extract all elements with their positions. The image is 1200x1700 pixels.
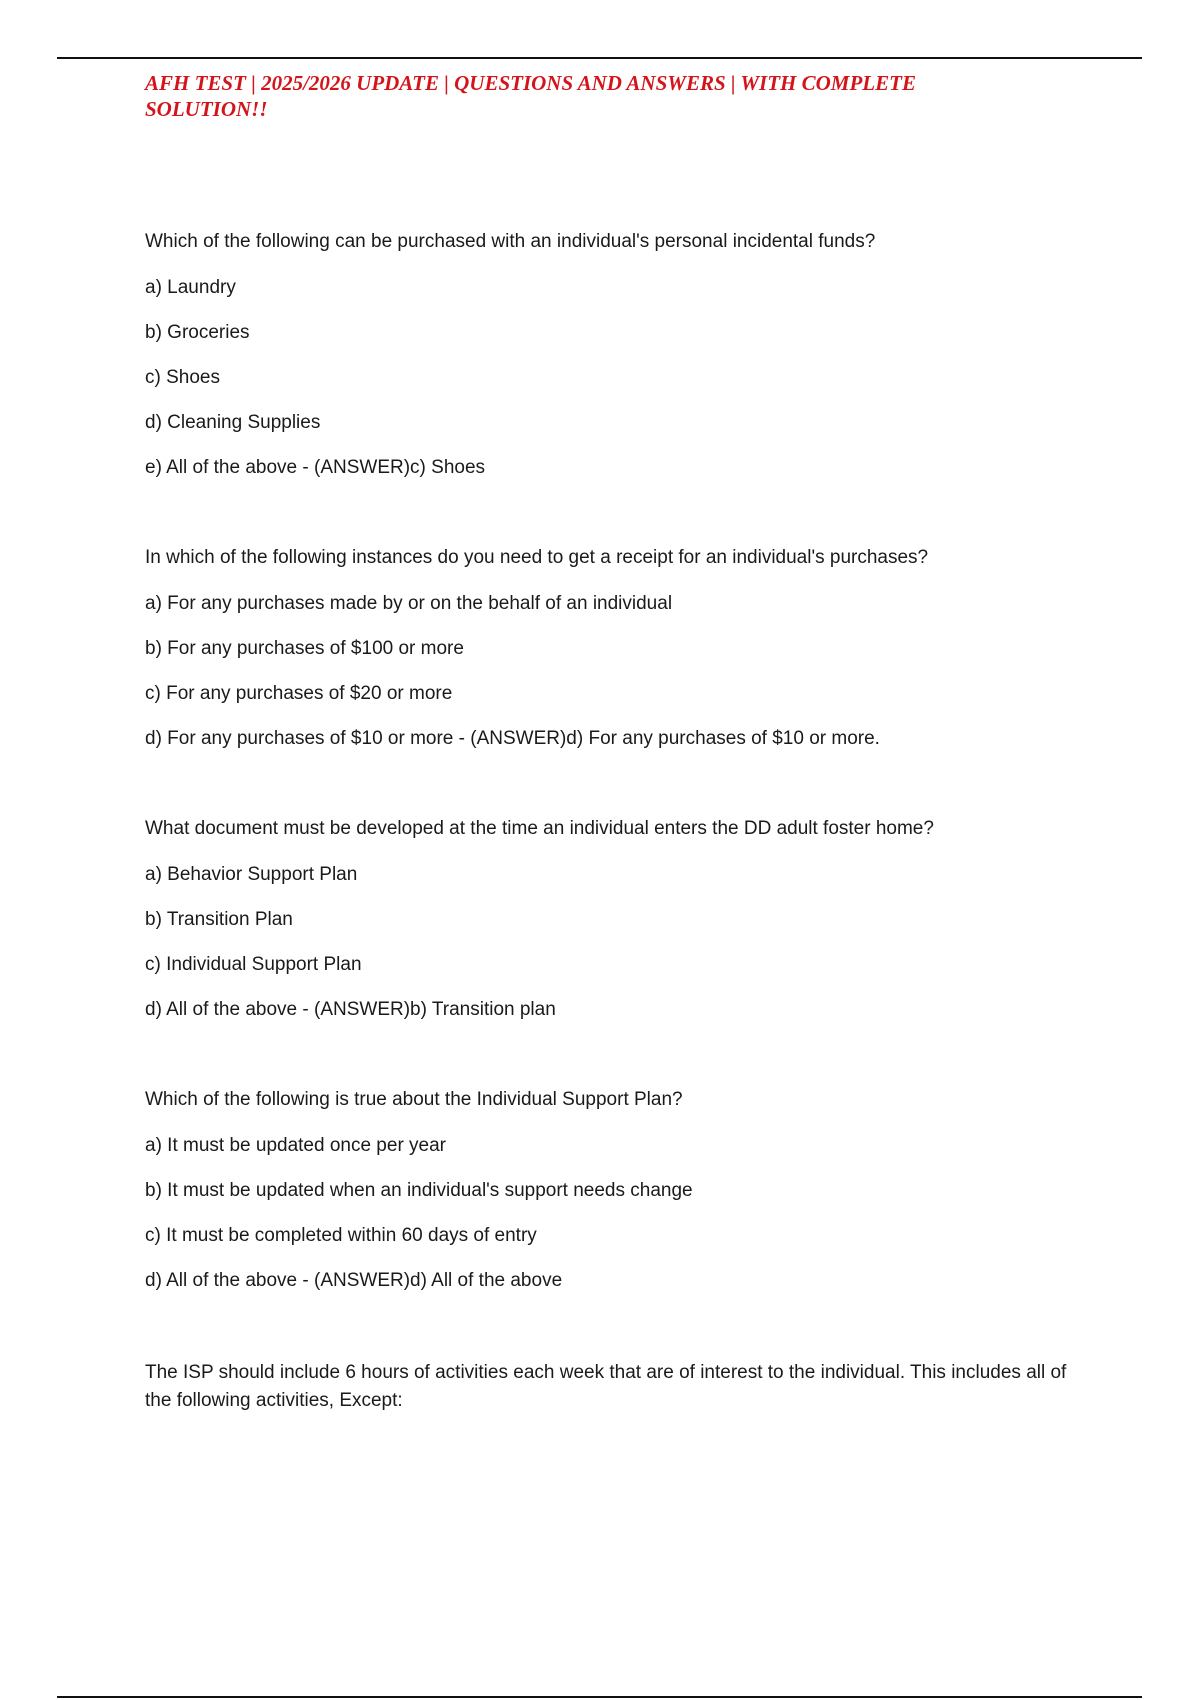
answer-option: d) All of the above - (ANSWER)b) Transition plan	[145, 999, 556, 1020]
answer-option: c) For any purchases of $20 or more	[145, 683, 453, 704]
answer-option: a) It must be updated once per year	[145, 1135, 447, 1156]
answer-option: b) Transition Plan	[145, 909, 293, 930]
question-block-4	[145, 1088, 1095, 1293]
answer-option: b) Groceries	[145, 322, 250, 343]
question-text: Which of the following is true about the Individual Support Plan?	[145, 1089, 683, 1110]
question-text: What document must be developed at the time an individual enters the DD adult foster home?	[145, 818, 934, 839]
question-text: Which of the following can be purchased with an individual's personal incidental funds?	[145, 231, 876, 252]
answer-option: a) Laundry	[145, 277, 236, 298]
answer-option: c) It must be completed within 60 days of entry	[145, 1225, 537, 1246]
question-block-1	[145, 230, 1095, 480]
answer-option: b) It must be updated when an individual's support needs change	[145, 1180, 693, 1201]
bottom-rule	[57, 1696, 1142, 1698]
question-block-5	[145, 1359, 1095, 1415]
answer-option: e) All of the above - (ANSWER)c) Shoes	[145, 457, 486, 478]
answer-option: c) Shoes	[145, 367, 220, 388]
answer-option: b) For any purchases of $100 or more	[145, 638, 464, 659]
top-rule	[57, 57, 1142, 59]
answer-option: d) For any purchases of $10 or more - (ANSWER)d) For any purchases of $10 or more.	[145, 728, 880, 749]
answer-option: c) Individual Support Plan	[145, 954, 362, 975]
answer-option: d) All of the above - (ANSWER)d) All of the above	[145, 1270, 563, 1291]
answer-option: a) Behavior Support Plan	[145, 864, 358, 885]
document-title: AFH TEST | 2025/2026 UPDATE | QUESTIONS AND ANSWERS | WITH COMPLETE SOLUTION!!	[145, 71, 916, 121]
answer-option: d) Cleaning Supplies	[145, 412, 321, 433]
question-text: The ISP should include 6 hours of activities each week that are of interest to the individual. This includes all of the following activities, Except:	[145, 1362, 1067, 1411]
answer-option: a) For any purchases made by or on the behalf of an individual	[145, 593, 673, 614]
question-block-3	[145, 817, 1095, 1022]
question-list	[145, 230, 1095, 1481]
question-text: In which of the following instances do you need to get a receipt for an individual's purchases?	[145, 547, 929, 568]
question-block-2	[145, 546, 1095, 751]
